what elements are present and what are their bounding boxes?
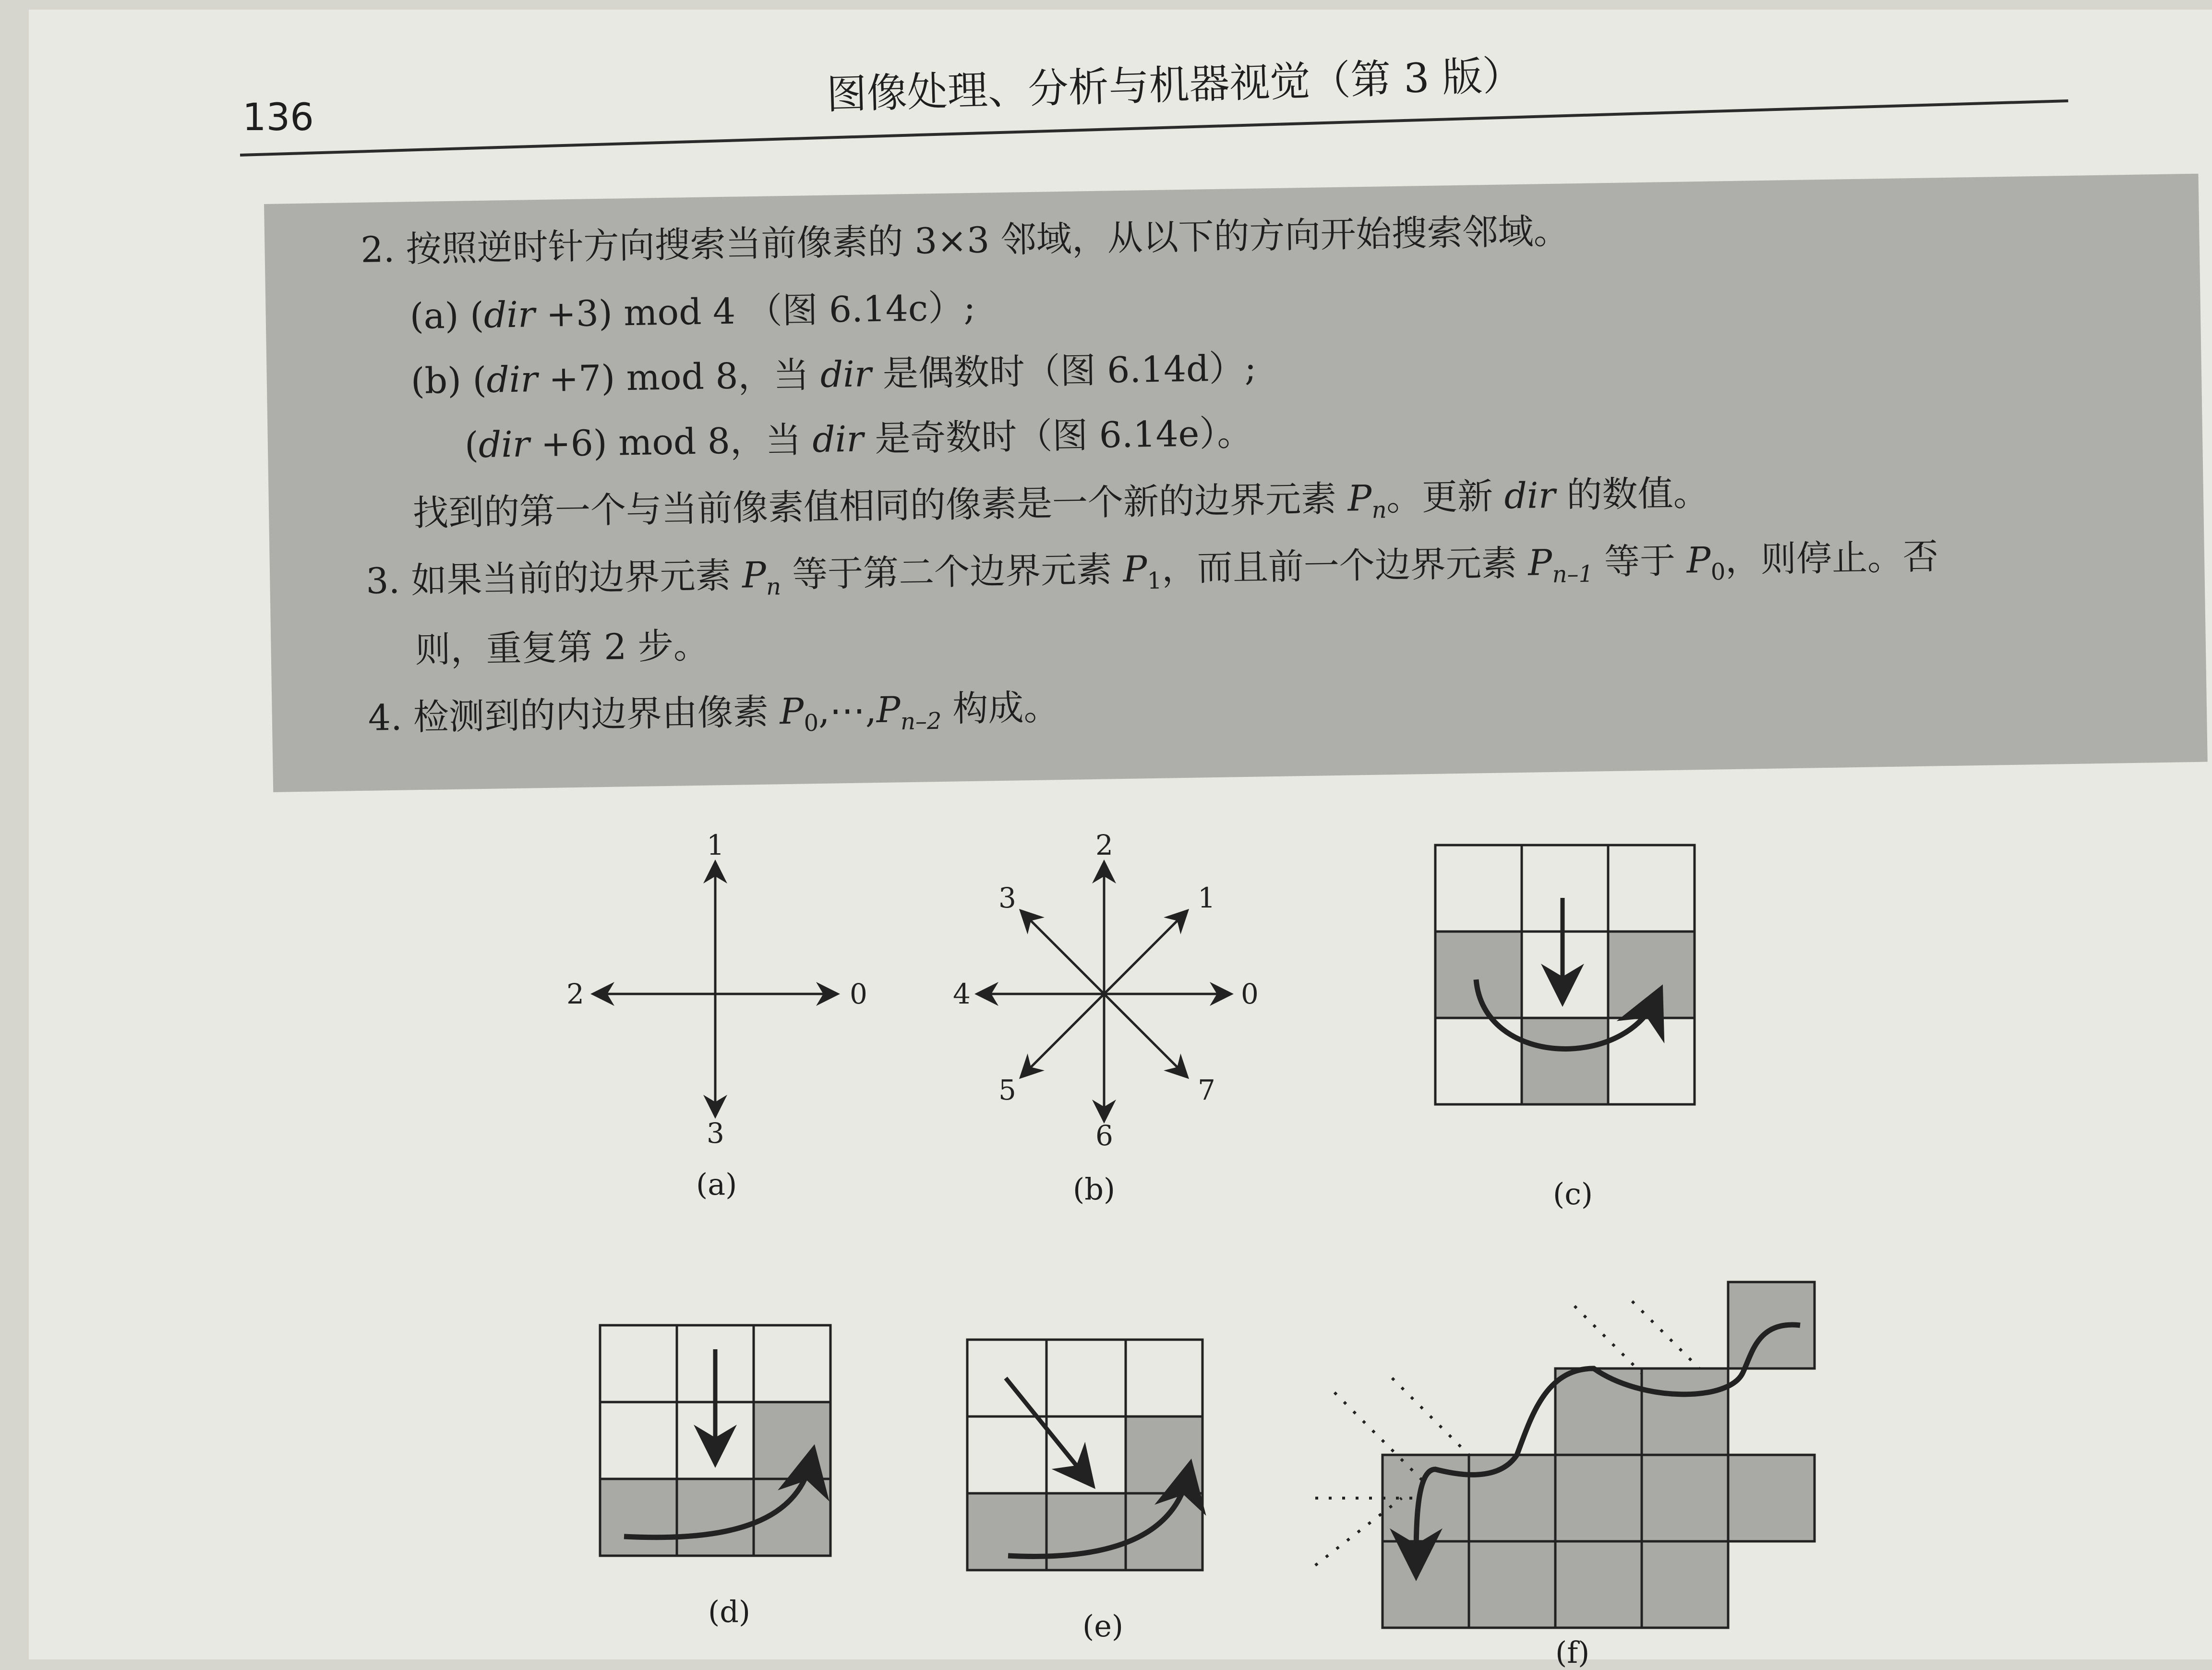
figure-b — [941, 807, 1286, 1152]
label-dir-2: 2 — [566, 978, 584, 1010]
figure-a — [557, 807, 902, 1152]
step-3 — [365, 528, 1938, 606]
caption-a: (a) — [696, 1167, 737, 1202]
symbol-p: P — [779, 690, 804, 733]
page-number: 136 — [242, 96, 314, 139]
step-number: 4. — [368, 697, 403, 739]
label-dir-5: 5 — [998, 1074, 1016, 1106]
caption-e: (e) — [1082, 1609, 1124, 1644]
step-2b-cont — [464, 405, 1253, 468]
step-text: 按照逆时针方向搜索当前像素的 3×3 邻域，从以下的方向开始搜索邻域。 — [405, 210, 1570, 270]
var-dir: dir — [1503, 474, 1556, 517]
algorithm-box — [264, 174, 2208, 792]
label-dir-3: 3 — [998, 882, 1016, 914]
symbol-p: P — [1122, 548, 1148, 590]
label-dir-4: 4 — [953, 978, 971, 1010]
symbol-p: P — [1347, 477, 1372, 520]
option-label: (a) ( — [409, 294, 484, 338]
caption-c: (c) — [1553, 1176, 1593, 1211]
text: 等于第二个边界元素 — [780, 548, 1124, 596]
subscript: 0 — [1710, 558, 1726, 586]
text: ,⋯, — [818, 690, 877, 732]
text: ，则停止。否 — [1725, 536, 1939, 581]
option-label: ( — [464, 424, 479, 466]
label-dir-2: 2 — [1095, 829, 1113, 861]
book-page — [29, 10, 2212, 1670]
text: 如果当前的边界元素 — [410, 555, 743, 602]
four-direction-diagram — [557, 807, 902, 1152]
option-text: 是偶数时（图 6.14d）; — [871, 347, 1257, 395]
step-3-cont — [415, 617, 709, 673]
option-label: (b) ( — [410, 359, 487, 402]
symbol-p: P — [742, 554, 767, 596]
option-text: 是奇数时（图 6.14e）。 — [863, 412, 1253, 460]
subscript: n–2 — [900, 707, 942, 736]
running-head: 图像处理、分析与机器视觉（第 3 版） — [826, 51, 1524, 118]
subscript: 1 — [1147, 567, 1162, 594]
text: 构成。 — [941, 687, 1060, 730]
subscript: 0 — [804, 709, 819, 737]
figure-f — [1296, 1258, 1824, 1633]
eight-direction-diagram — [941, 807, 1286, 1152]
option-text: +6) mod 8，当 — [529, 419, 813, 465]
label-dir-3: 3 — [707, 1117, 724, 1150]
figure-d — [595, 1320, 845, 1570]
cell-shaded — [1522, 1018, 1608, 1104]
step-number: 2. — [360, 229, 395, 271]
var-dir: dir — [478, 424, 530, 466]
label-dir-7: 7 — [1198, 1074, 1215, 1106]
cell-shaded — [1126, 1416, 1202, 1493]
subscript: n — [1371, 496, 1387, 524]
text: 的数值。 — [1555, 472, 1709, 516]
var-dir: dir — [812, 418, 864, 461]
var-dir: dir — [820, 353, 872, 396]
boundary-trace — [1296, 1258, 1824, 1633]
step-4 — [368, 679, 1059, 743]
arrow-dir-1 — [1104, 912, 1186, 994]
cell-shaded — [754, 1402, 830, 1479]
step-2b — [410, 340, 1257, 404]
figure-c — [1431, 840, 1709, 1119]
text: ，而且前一个边界元素 — [1161, 542, 1529, 590]
option-text: +3) mod 4 （图 6.14c）; — [534, 287, 976, 336]
text: 等于 — [1592, 540, 1687, 583]
arrow-dir-3 — [1022, 912, 1104, 994]
symbol-p: P — [876, 689, 901, 731]
text: 。更新 — [1386, 475, 1505, 519]
caption-d: (d) — [708, 1594, 751, 1629]
arrow-dir-7 — [1104, 994, 1186, 1076]
symbol-p: P — [1527, 542, 1552, 584]
text: 找到的第一个与当前像素值相同的像素是一个新的边界元素 — [412, 478, 1348, 534]
step-2a — [409, 279, 976, 339]
arrow-dir-5 — [1022, 994, 1104, 1076]
grid-e — [962, 1335, 1217, 1585]
step-2-found — [412, 465, 1709, 539]
row-shaded — [967, 1493, 1202, 1570]
option-text: +7) mod 8，当 — [537, 354, 821, 400]
grid-d — [595, 1320, 845, 1570]
region-cells — [1382, 1282, 1815, 1628]
var-dir: dir — [483, 294, 536, 336]
figure-e — [962, 1335, 1217, 1585]
step-number: 3. — [365, 560, 400, 602]
cell-shaded — [1435, 932, 1522, 1018]
var-dir: dir — [486, 359, 538, 401]
label-dir-1: 1 — [707, 829, 724, 861]
label-dir-0: 0 — [850, 978, 867, 1010]
caption-b: (b) — [1073, 1172, 1116, 1207]
symbol-p: P — [1686, 539, 1711, 581]
caption-f: (f) — [1555, 1635, 1590, 1670]
grid-c — [1431, 840, 1709, 1119]
step-2 — [361, 203, 1570, 273]
subscript: n–1 — [1552, 560, 1594, 588]
text: 则，重复第 2 步。 — [414, 625, 709, 671]
label-dir-6: 6 — [1095, 1119, 1113, 1152]
label-dir-1: 1 — [1198, 882, 1215, 914]
text: 检测到的内边界由像素 — [413, 691, 781, 738]
label-dir-0: 0 — [1241, 978, 1259, 1010]
subscript: n — [766, 573, 781, 601]
